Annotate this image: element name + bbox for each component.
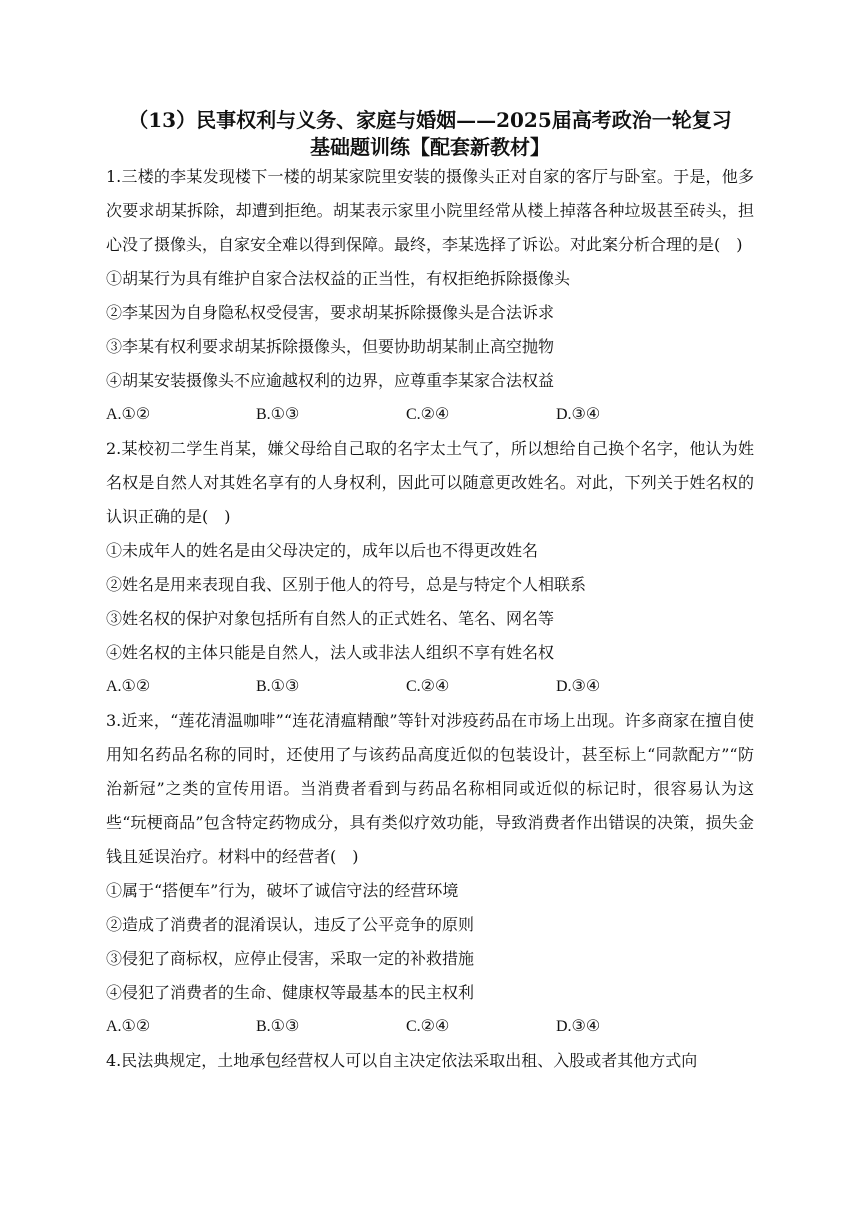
statement-option: ①胡某行为具有维护自家合法权益的正当性，有权拒绝拆除摄像头: [106, 269, 571, 288]
statement-option: ③姓名权的保护对象包括所有自然人的正式姓名、笔名、网名等: [106, 609, 555, 628]
answer-choice-c: C.②④: [406, 1018, 450, 1035]
answer-choice-b: B.①③: [256, 678, 300, 695]
statement-option: ②姓名是用来表现自我、区别于他人的符号，总是与特定个人相联系: [106, 575, 587, 594]
statement-option: ④侵犯了消费者的生命、健康权等最基本的民主权利: [106, 983, 475, 1002]
answer-choice-d: D.③④: [556, 406, 601, 423]
answer-choices: [106, 670, 754, 704]
answer-choice-b: B.①③: [256, 1018, 300, 1035]
statement-option: ②李某因为自身隐私权受侵害，要求胡某拆除摄像头是合法诉求: [106, 303, 555, 322]
document-title-line-1: （13）民事权利与义务、家庭与婚姻——2025届高考政治一轮复习: [128, 108, 732, 132]
answer-choice-b: B.①③: [256, 406, 300, 423]
statement-option: ④姓名权的主体只能是自然人，法人或非法人组织不享有姓名权: [106, 643, 555, 662]
question-3: [106, 704, 754, 1044]
answer-choice-d: D.③④: [556, 1018, 601, 1035]
question-4: [106, 1044, 754, 1078]
question-stem: 3.近来，“莲花清温咖啡”“连花清瘟精酿”等针对涉疫药品在市场上出现。许多商家在擅自使用知名药品名称的同时，还使用了与该药品高度近似的包装设计，甚至标上“同款配方”“防治新冠”之类的宣传用语。当消费者看到与药品名称相同或近似的标记时，很容易认为这些“玩梗商品”包含特定药物成分，具有类似疗效功能，导致消费者作出错误的决策，损失金钱且延误治疗。材料中的经营者( ): [106, 711, 754, 866]
statement-option: ①未成年人的姓名是由父母决定的，成年以后也不得更改姓名: [106, 541, 539, 560]
question-stem: 2.某校初二学生肖某，嫌父母给自己取的名字太土气了，所以想给自己换个名字，他认为姓名权是自然人对其姓名享有的人身权利，因此可以随意更改姓名。对此，下列关于姓名权的认识正确的是( ): [106, 439, 754, 526]
answer-choice-a: A.①②: [106, 678, 151, 695]
answer-choice-a: A.①②: [106, 1018, 151, 1035]
question-2: [106, 432, 754, 704]
question-stem: 1.三楼的李某发现楼下一楼的胡某家院里安装的摄像头正对自家的客厅与卧室。于是，他多次要求胡某拆除，却遭到拒绝。胡某表示家里小院里经常从楼上掉落各种垃圾甚至砖头，担心没了摄像头，自家安全难以得到保障。最终，李某选择了诉讼。对此案分析合理的是( ): [106, 167, 754, 254]
document-title-line-2: 基础题训练【配套新教材】: [310, 135, 550, 159]
question-list: [106, 160, 754, 1078]
statement-option: ④胡某安装摄像头不应逾越权利的边界，应尊重李某家合法权益: [106, 371, 555, 390]
answer-choices: [106, 1010, 754, 1044]
answer-choice-d: D.③④: [556, 678, 601, 695]
answer-choice-c: C.②④: [406, 406, 450, 423]
question-1: [106, 160, 754, 432]
statement-option: ③李某有权利要求胡某拆除摄像头，但要协助胡某制止高空抛物: [106, 337, 555, 356]
question-stem: 4.民法典规定，土地承包经营权人可以自主决定依法采取出租、入股或者其他方式向: [106, 1051, 698, 1070]
statement-option: ①属于“搭便车”行为，破坏了诚信守法的经营环境: [106, 881, 459, 900]
answer-choice-a: A.①②: [106, 406, 151, 423]
statement-option: ③侵犯了商标权，应停止侵害，采取一定的补救措施: [106, 949, 475, 968]
answer-choice-c: C.②④: [406, 678, 450, 695]
statement-option: ②造成了消费者的混淆误认，违反了公平竞争的原则: [106, 915, 475, 934]
answer-choices: [106, 398, 754, 432]
